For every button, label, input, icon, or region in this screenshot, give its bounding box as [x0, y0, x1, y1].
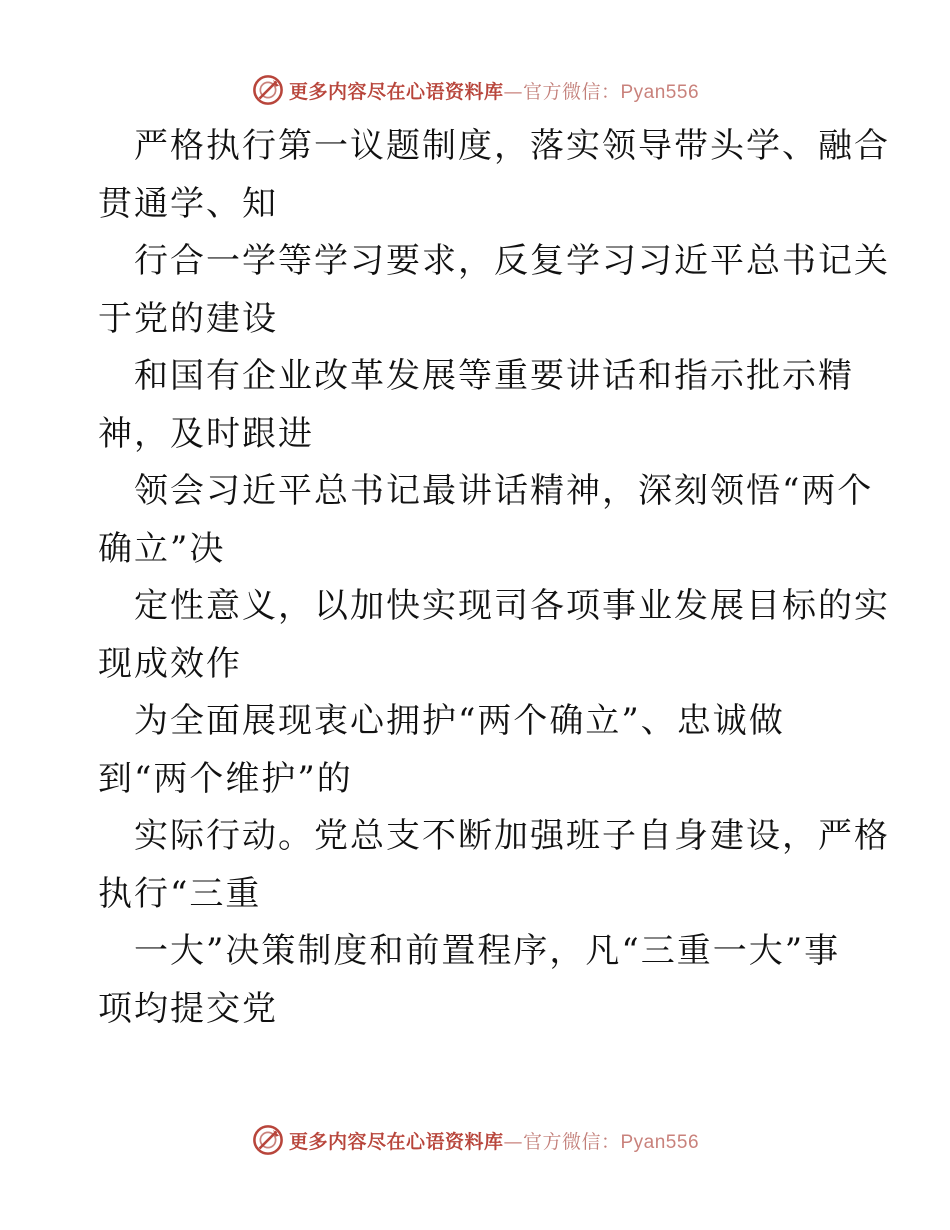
body-line: 确立”决	[98, 528, 226, 569]
body-line: 贯通学、知	[98, 183, 278, 224]
body-line: 一大”决策制度和前置程序，凡“三重一大”事	[134, 931, 841, 971]
header-brand-text: 更多内容尽在心语资料库	[288, 80, 504, 103]
body-line: 神，及时跟进	[98, 413, 314, 454]
body-line: 行合一学等学习要求，反复学习习近平总书记关	[134, 241, 890, 281]
body-line: 为全面展现衷心拥护“两个确立”、忠诚做	[134, 701, 785, 741]
brand-logo-icon	[251, 1123, 285, 1157]
document-body	[98, 118, 890, 1038]
header-wechat-label: 官方微信：	[522, 80, 621, 103]
footer-brand-text: 更多内容尽在心语资料库	[288, 1130, 504, 1153]
footer-banner-text	[289, 1127, 699, 1154]
footer-watermark-banner	[0, 1120, 950, 1160]
body-line: 实际行动。党总支不断加强班子自身建设，严格	[134, 816, 890, 856]
body-line: 和国有企业改革发展等重要讲话和指示批示精	[134, 356, 854, 396]
header-watermark-banner	[0, 70, 950, 110]
footer-separator: —	[503, 1130, 523, 1153]
body-line: 定性意义，以加快实现司各项事业发展目标的实	[134, 586, 890, 626]
footer-wechat-handle: Pyan556	[620, 1131, 700, 1153]
body-line: 于党的建设	[98, 298, 278, 339]
header-separator: —	[503, 80, 523, 103]
body-line: 领会习近平总书记最讲话精神，深刻领悟“两个	[134, 471, 874, 511]
body-line: 到“两个维护”的	[98, 758, 353, 799]
header-wechat-handle: Pyan556	[620, 81, 700, 103]
body-line: 严格执行第一议题制度，落实领导带头学、融合	[134, 126, 890, 166]
header-banner-text	[289, 77, 699, 104]
footer-wechat-label: 官方微信：	[522, 1130, 621, 1153]
brand-logo-icon	[251, 73, 285, 107]
body-line: 现成效作	[98, 643, 242, 684]
body-line: 执行“三重	[98, 873, 262, 914]
body-line: 项均提交党	[98, 988, 278, 1029]
